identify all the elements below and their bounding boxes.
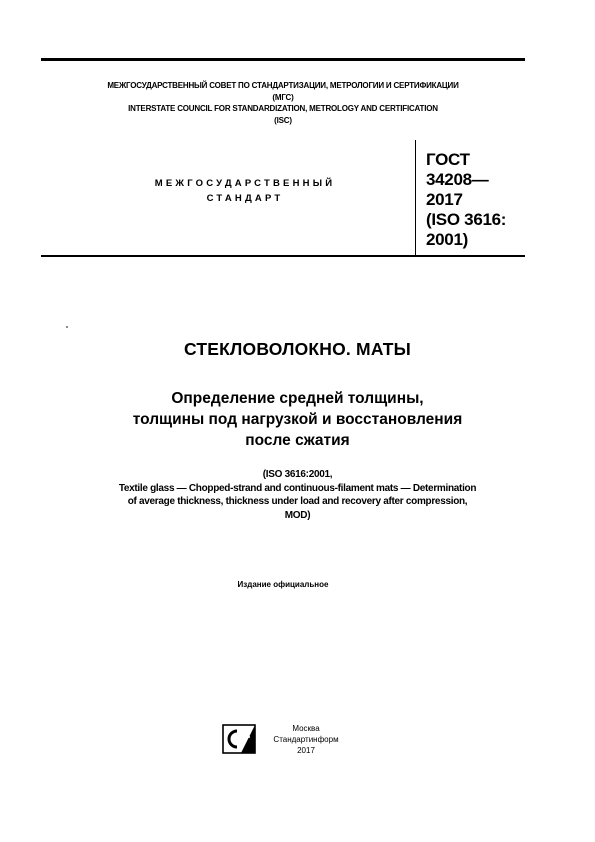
edition-note: Издание официальное	[237, 580, 329, 589]
top-rule	[41, 58, 525, 61]
designation-line3: 2017	[426, 190, 463, 209]
iso-reference-line1: (ISO 3616:2001,	[262, 469, 333, 480]
council-name-ru: МЕЖГОСУДАРСТВЕННЫЙ СОВЕТ ПО СТАНДАРТИЗАЦИИ, МЕТРОЛОГИИ И СЕРТИФИКАЦИИ	[107, 81, 459, 90]
publisher-imprint	[262, 723, 350, 756]
standard-designation	[426, 150, 506, 250]
designation-divider	[415, 140, 416, 255]
council-abbr-ru: (МГС)	[272, 92, 294, 102]
iso-reference-line2: Textile glass — Chopped-strand and continuous-filament mats — Determination	[118, 482, 477, 494]
header-bottom-rule	[41, 255, 525, 257]
subtitle-line2: толщины под нагрузкой и восстановления	[132, 411, 463, 428]
document-subtitle	[0, 388, 595, 451]
designation-line1: ГОСТ	[426, 150, 470, 169]
standard-type-line1: МЕЖГОСУДАРСТВЕННЫЙ	[154, 178, 336, 189]
designation-line4: (ISO 3616:	[426, 210, 507, 229]
council-header	[41, 80, 525, 126]
standard-type	[95, 176, 395, 206]
standartinform-logo-icon	[222, 724, 256, 754]
subtitle-line1: Определение средней толщины,	[171, 390, 424, 407]
designation-line2: 34208—	[426, 170, 489, 189]
iso-reference-line3: of average thickness, thickness under load and recovery after compression,	[127, 496, 468, 507]
subtitle-line3: после сжатия	[245, 432, 350, 449]
publisher-city: Москва	[292, 724, 320, 733]
stray-dot	[66, 326, 68, 328]
document-title: СТЕКЛОВОЛОКНО. МАТЫ	[183, 339, 412, 359]
designation-line5: 2001)	[426, 230, 468, 249]
council-name-en: INTERSTATE COUNCIL FOR STANDARDIZATION, METROLOGY AND CERTIFICATION	[128, 104, 438, 113]
iso-reference-line4: MOD)	[284, 509, 311, 521]
standard-type-line2: СТАНДАРТ	[206, 193, 284, 204]
iso-reference	[0, 468, 595, 522]
publisher-year: 2017	[297, 746, 315, 755]
council-abbr-en: (ISC)	[274, 115, 292, 125]
publisher-name: Стандартинформ	[273, 735, 339, 744]
